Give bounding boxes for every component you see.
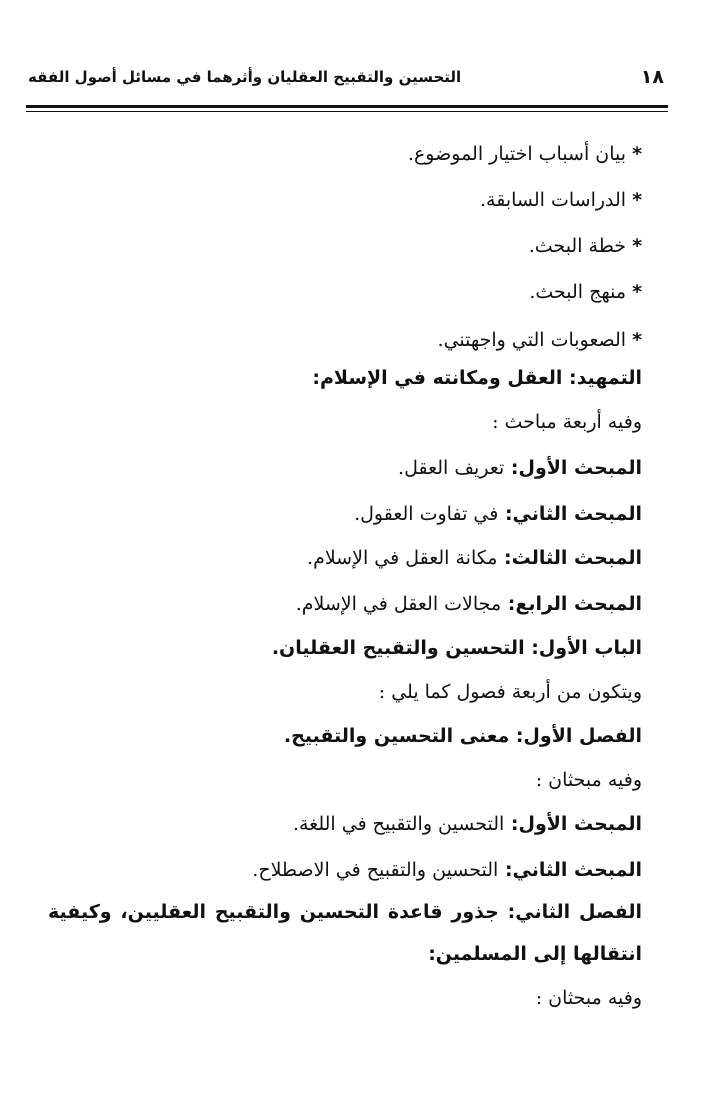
section-heading: التمهيد: العقل ومكانته في الإسلام: bbox=[312, 367, 642, 389]
subsection-label: المبحث الثاني: bbox=[498, 859, 642, 881]
bullet-symbol: * bbox=[632, 281, 642, 303]
header-rule-thick bbox=[26, 105, 668, 108]
section-heading: الفصل الأول: معنى التحسين والتقبيح. bbox=[283, 725, 642, 747]
subsection-label: المبحث الثالث: bbox=[497, 547, 642, 569]
subsection-label: المبحث الرابع: bbox=[501, 593, 642, 615]
subsection-title: مجالات العقل في الإسلام. bbox=[295, 593, 502, 615]
section-heading: الباب الأول: التحسين والتقبيح العقليان. bbox=[271, 637, 642, 659]
subsection-title: التحسين والتقبيح في اللغة. bbox=[292, 813, 505, 835]
bullet-text: الدراسات السابقة. bbox=[480, 189, 627, 211]
bullet-symbol: * bbox=[632, 329, 642, 351]
bullet-item bbox=[438, 326, 642, 354]
subsection-label: المبحث الثاني: bbox=[498, 503, 642, 525]
subsection-entry bbox=[354, 500, 642, 528]
subsection-entry bbox=[293, 810, 642, 838]
subsection-title: مكانة العقل في الإسلام. bbox=[307, 547, 498, 569]
bullet-item bbox=[529, 278, 642, 306]
subsection-entry bbox=[307, 544, 642, 572]
bullet-item bbox=[408, 140, 642, 168]
bullet-symbol: * bbox=[632, 143, 642, 165]
header-rule-thin bbox=[26, 111, 668, 112]
bullet-item bbox=[529, 232, 642, 260]
bullet-text: منهج البحث. bbox=[529, 281, 627, 303]
intro-line: ويتكون من أربعة فصول كما يلي : bbox=[378, 681, 642, 703]
running-title: التحسين والتقبيح العقليان وأثرهما في مسائل أصول الفقه bbox=[28, 68, 462, 86]
subsection-entry bbox=[296, 590, 642, 618]
bullet-text: الصعوبات التي واجهتني. bbox=[437, 329, 627, 351]
subsection-entry bbox=[252, 856, 642, 884]
subsection-label: المبحث الأول: bbox=[504, 457, 642, 479]
subsection-title: التحسين والتقبيح في الاصطلاح. bbox=[252, 859, 499, 881]
bullet-text: خطة البحث. bbox=[528, 235, 627, 257]
bullet-symbol: * bbox=[632, 235, 642, 257]
subsection-label: المبحث الأول: bbox=[504, 813, 642, 835]
section-heading: انتقالها إلى المسلمين: bbox=[428, 943, 642, 965]
intro-line: وفيه أربعة مباحث : bbox=[492, 411, 642, 433]
subsection-entry bbox=[398, 454, 642, 482]
intro-line: وفيه مبحثان : bbox=[535, 769, 642, 791]
page-header bbox=[28, 64, 664, 100]
subsection-title: في تفاوت العقول. bbox=[354, 503, 499, 525]
section-heading: الفصل الثاني: جذور قاعدة التحسين والتقبيح العقليين، وكيفية bbox=[48, 901, 642, 923]
bullet-item bbox=[480, 186, 642, 214]
bullet-text: بيان أسباب اختيار الموضوع. bbox=[407, 143, 627, 165]
subsection-title: تعريف العقل. bbox=[398, 457, 505, 479]
intro-line: وفيه مبحثان : bbox=[535, 987, 642, 1009]
page-number: ١٨ bbox=[640, 66, 664, 88]
bullet-symbol: * bbox=[632, 189, 642, 211]
